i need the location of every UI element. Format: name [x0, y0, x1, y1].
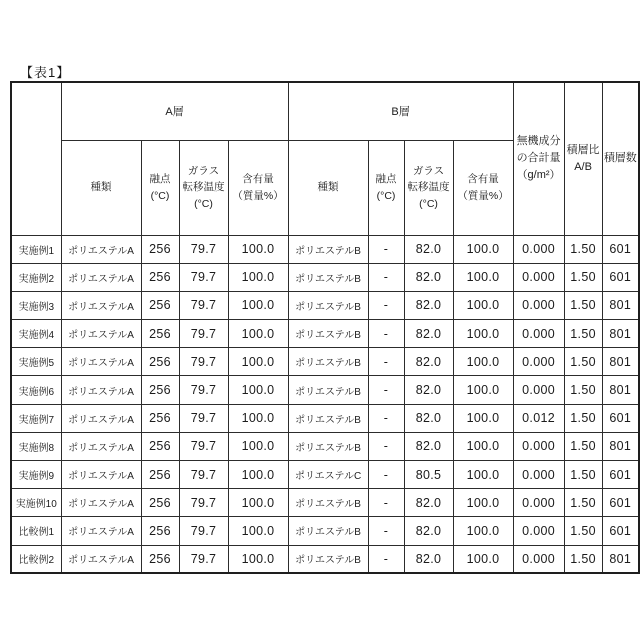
cell-a-glass-transition: 79.7	[179, 517, 228, 545]
cell-a-glass-transition: 79.7	[179, 263, 228, 291]
header-a-content: 含有量 （質量%）	[228, 140, 288, 235]
cell-a-kind: ポリエステルA	[61, 263, 141, 291]
header-b-melting-point: 融点 (°C)	[368, 140, 404, 235]
cell-b-content: 100.0	[453, 235, 513, 263]
cell-b-melting-point: -	[368, 432, 404, 460]
cell-b-melting-point: -	[368, 461, 404, 489]
cell-a-melting-point: 256	[141, 235, 179, 263]
cell-inorganic-total: 0.000	[513, 545, 564, 573]
cell-inorganic-total: 0.000	[513, 235, 564, 263]
cell-a-content: 100.0	[228, 320, 288, 348]
cell-layer-count: 601	[602, 517, 639, 545]
cell-b-content: 100.0	[453, 461, 513, 489]
table-header	[11, 82, 639, 235]
cell-b-glass-transition: 82.0	[404, 263, 453, 291]
cell-a-kind: ポリエステルA	[61, 489, 141, 517]
table-row	[11, 348, 639, 376]
cell-lamination-ratio: 1.50	[564, 320, 602, 348]
row-label: 実施例5	[11, 348, 61, 376]
cell-layer-count: 801	[602, 291, 639, 319]
row-label: 実施例7	[11, 404, 61, 432]
cell-a-kind: ポリエステルA	[61, 432, 141, 460]
cell-b-kind: ポリエステルB	[288, 404, 368, 432]
cell-a-glass-transition: 79.7	[179, 291, 228, 319]
cell-b-melting-point: -	[368, 320, 404, 348]
cell-layer-count: 801	[602, 545, 639, 573]
cell-b-melting-point: -	[368, 517, 404, 545]
cell-b-content: 100.0	[453, 432, 513, 460]
cell-layer-count: 801	[602, 432, 639, 460]
table-row	[11, 235, 639, 263]
header-b-layer: B層	[288, 82, 513, 140]
cell-a-melting-point: 256	[141, 263, 179, 291]
cell-b-kind: ポリエステルB	[288, 432, 368, 460]
header-a-layer: A層	[61, 82, 288, 140]
header-lamination-ratio: 積層比 A/B	[564, 82, 602, 235]
cell-lamination-ratio: 1.50	[564, 517, 602, 545]
cell-a-content: 100.0	[228, 263, 288, 291]
cell-a-content: 100.0	[228, 517, 288, 545]
header-layer-count: 積層数	[602, 82, 639, 235]
cell-inorganic-total: 0.000	[513, 376, 564, 404]
cell-lamination-ratio: 1.50	[564, 432, 602, 460]
cell-b-content: 100.0	[453, 376, 513, 404]
cell-a-kind: ポリエステルA	[61, 348, 141, 376]
cell-a-kind: ポリエステルA	[61, 235, 141, 263]
cell-layer-count: 601	[602, 235, 639, 263]
cell-a-melting-point: 256	[141, 376, 179, 404]
cell-b-kind: ポリエステルB	[288, 291, 368, 319]
cell-b-kind: ポリエステルC	[288, 461, 368, 489]
cell-a-melting-point: 256	[141, 432, 179, 460]
cell-lamination-ratio: 1.50	[564, 404, 602, 432]
cell-b-kind: ポリエステルB	[288, 517, 368, 545]
row-label: 実施例4	[11, 320, 61, 348]
cell-b-glass-transition: 82.0	[404, 348, 453, 376]
cell-lamination-ratio: 1.50	[564, 235, 602, 263]
cell-lamination-ratio: 1.50	[564, 263, 602, 291]
cell-b-glass-transition: 82.0	[404, 432, 453, 460]
cell-layer-count: 601	[602, 461, 639, 489]
cell-b-kind: ポリエステルB	[288, 235, 368, 263]
table-body	[11, 235, 639, 573]
cell-b-glass-transition: 82.0	[404, 489, 453, 517]
cell-lamination-ratio: 1.50	[564, 348, 602, 376]
cell-a-melting-point: 256	[141, 545, 179, 573]
cell-b-glass-transition: 82.0	[404, 235, 453, 263]
cell-b-content: 100.0	[453, 489, 513, 517]
header-inorganic-total: 無機成分 の合計量 （g/m²）	[513, 82, 564, 235]
cell-b-glass-transition: 82.0	[404, 320, 453, 348]
cell-a-glass-transition: 79.7	[179, 348, 228, 376]
cell-a-glass-transition: 79.7	[179, 432, 228, 460]
table-row	[11, 263, 639, 291]
cell-layer-count: 601	[602, 263, 639, 291]
cell-a-kind: ポリエステルA	[61, 545, 141, 573]
cell-lamination-ratio: 1.50	[564, 291, 602, 319]
cell-b-content: 100.0	[453, 291, 513, 319]
cell-a-kind: ポリエステルA	[61, 320, 141, 348]
cell-b-melting-point: -	[368, 235, 404, 263]
cell-b-glass-transition: 82.0	[404, 376, 453, 404]
cell-a-kind: ポリエステルA	[61, 517, 141, 545]
cell-layer-count: 601	[602, 404, 639, 432]
cell-b-kind: ポリエステルB	[288, 376, 368, 404]
cell-a-melting-point: 256	[141, 348, 179, 376]
cell-a-content: 100.0	[228, 376, 288, 404]
header-b-glass-transition: ガラス 転移温度 (°C)	[404, 140, 453, 235]
cell-a-glass-transition: 79.7	[179, 376, 228, 404]
cell-inorganic-total: 0.000	[513, 489, 564, 517]
cell-b-content: 100.0	[453, 545, 513, 573]
cell-lamination-ratio: 1.50	[564, 489, 602, 517]
row-label: 比較例2	[11, 545, 61, 573]
cell-b-melting-point: -	[368, 489, 404, 517]
cell-a-glass-transition: 79.7	[179, 545, 228, 573]
cell-a-melting-point: 256	[141, 291, 179, 319]
row-label: 実施例2	[11, 263, 61, 291]
cell-a-melting-point: 256	[141, 517, 179, 545]
cell-layer-count: 801	[602, 320, 639, 348]
cell-a-glass-transition: 79.7	[179, 489, 228, 517]
row-label: 比較例1	[11, 517, 61, 545]
cell-a-kind: ポリエステルA	[61, 376, 141, 404]
cell-lamination-ratio: 1.50	[564, 461, 602, 489]
header-b-content: 含有量 （質量%）	[453, 140, 513, 235]
cell-a-content: 100.0	[228, 291, 288, 319]
cell-a-melting-point: 256	[141, 461, 179, 489]
cell-inorganic-total: 0.000	[513, 348, 564, 376]
cell-b-kind: ポリエステルB	[288, 320, 368, 348]
row-label: 実施例6	[11, 376, 61, 404]
cell-lamination-ratio: 1.50	[564, 376, 602, 404]
cell-b-kind: ポリエステルB	[288, 545, 368, 573]
table-row	[11, 545, 639, 573]
cell-layer-count: 801	[602, 376, 639, 404]
header-a-melting-point: 融点 (°C)	[141, 140, 179, 235]
cell-b-melting-point: -	[368, 291, 404, 319]
table-row	[11, 320, 639, 348]
header-a-glass-transition: ガラス 転移温度 (°C)	[179, 140, 228, 235]
cell-a-content: 100.0	[228, 348, 288, 376]
cell-a-melting-point: 256	[141, 320, 179, 348]
cell-b-content: 100.0	[453, 263, 513, 291]
cell-b-kind: ポリエステルB	[288, 348, 368, 376]
cell-a-content: 100.0	[228, 432, 288, 460]
cell-b-content: 100.0	[453, 348, 513, 376]
cell-a-melting-point: 256	[141, 489, 179, 517]
cell-b-glass-transition: 82.0	[404, 404, 453, 432]
cell-b-kind: ポリエステルB	[288, 489, 368, 517]
cell-lamination-ratio: 1.50	[564, 545, 602, 573]
cell-b-melting-point: -	[368, 545, 404, 573]
cell-a-kind: ポリエステルA	[61, 404, 141, 432]
cell-b-melting-point: -	[368, 404, 404, 432]
cell-b-glass-transition: 82.0	[404, 545, 453, 573]
row-label: 実施例3	[11, 291, 61, 319]
row-label: 実施例8	[11, 432, 61, 460]
table-row	[11, 489, 639, 517]
cell-a-kind: ポリエステルA	[61, 461, 141, 489]
cell-b-melting-point: -	[368, 348, 404, 376]
cell-a-melting-point: 256	[141, 404, 179, 432]
patent-data-table	[10, 81, 640, 574]
table-row	[11, 461, 639, 489]
cell-a-content: 100.0	[228, 545, 288, 573]
cell-layer-count: 601	[602, 489, 639, 517]
cell-b-melting-point: -	[368, 376, 404, 404]
cell-inorganic-total: 0.000	[513, 517, 564, 545]
cell-a-content: 100.0	[228, 461, 288, 489]
cell-a-glass-transition: 79.7	[179, 235, 228, 263]
cell-inorganic-total: 0.000	[513, 320, 564, 348]
cell-b-glass-transition: 82.0	[404, 517, 453, 545]
cell-a-glass-transition: 79.7	[179, 320, 228, 348]
corner-cell	[11, 82, 61, 235]
cell-b-glass-transition: 80.5	[404, 461, 453, 489]
header-b-kind: 種類	[288, 140, 368, 235]
cell-inorganic-total: 0.000	[513, 263, 564, 291]
cell-layer-count: 801	[602, 348, 639, 376]
cell-inorganic-total: 0.012	[513, 404, 564, 432]
cell-b-kind: ポリエステルB	[288, 263, 368, 291]
cell-a-glass-transition: 79.7	[179, 461, 228, 489]
row-label: 実施例9	[11, 461, 61, 489]
group-header-row	[11, 82, 639, 140]
header-a-kind: 種類	[61, 140, 141, 235]
cell-b-content: 100.0	[453, 517, 513, 545]
table-row	[11, 517, 639, 545]
cell-a-glass-transition: 79.7	[179, 404, 228, 432]
cell-inorganic-total: 0.000	[513, 291, 564, 319]
table-caption: 【表1】	[20, 65, 71, 80]
table-row	[11, 376, 639, 404]
cell-a-kind: ポリエステルA	[61, 291, 141, 319]
cell-b-melting-point: -	[368, 263, 404, 291]
cell-inorganic-total: 0.000	[513, 461, 564, 489]
cell-b-glass-transition: 82.0	[404, 291, 453, 319]
cell-inorganic-total: 0.000	[513, 432, 564, 460]
row-label: 実施例1	[11, 235, 61, 263]
table-row	[11, 404, 639, 432]
cell-b-content: 100.0	[453, 320, 513, 348]
table-row	[11, 432, 639, 460]
cell-a-content: 100.0	[228, 235, 288, 263]
cell-b-content: 100.0	[453, 404, 513, 432]
cell-a-content: 100.0	[228, 404, 288, 432]
table-row	[11, 291, 639, 319]
cell-a-content: 100.0	[228, 489, 288, 517]
row-label: 実施例10	[11, 489, 61, 517]
